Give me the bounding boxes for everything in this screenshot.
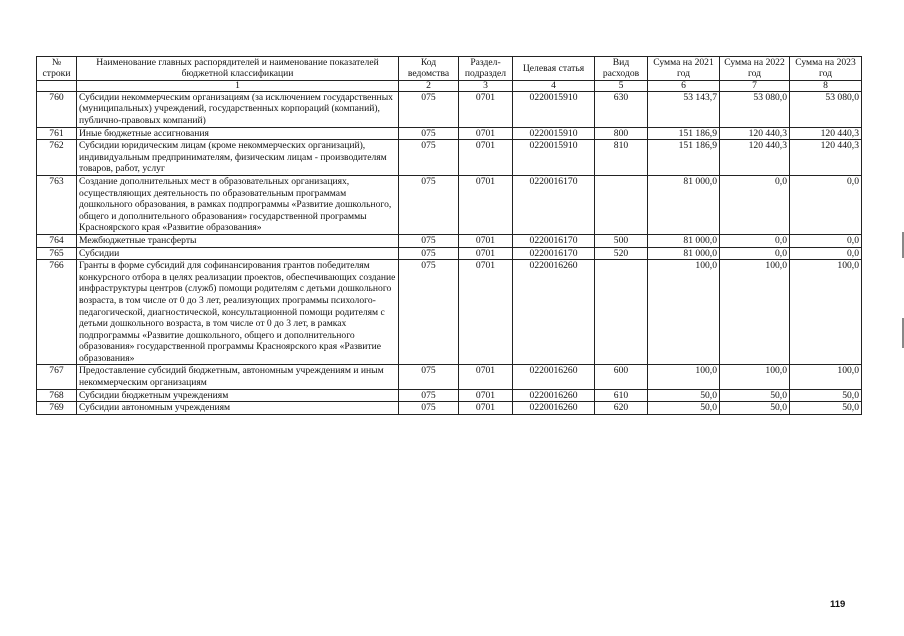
row-sum-2023: 120 440,3: [790, 140, 862, 176]
row-number: 764: [37, 234, 77, 247]
row-sum-2021: 50,0: [648, 389, 720, 402]
row-section: 0701: [459, 91, 513, 127]
row-name: Субсидии: [77, 247, 399, 260]
row-department-code: 075: [399, 175, 459, 234]
row-department-code: 075: [399, 389, 459, 402]
row-name: Субсидии юридическим лицам (кроме некоммерческих организаций), индивидуальным предпринимателям, физическим лицам - производителям товаров, работ, услуг: [77, 140, 399, 176]
header-sum-2021: Сумма на 2021 год: [648, 57, 720, 81]
column-number: 4: [513, 80, 595, 91]
row-expense-type: [595, 260, 648, 365]
row-department-code: 075: [399, 234, 459, 247]
row-expense-type: 620: [595, 402, 648, 415]
row-section: 0701: [459, 402, 513, 415]
row-sum-2023: 100,0: [790, 365, 862, 389]
row-sum-2022: 0,0: [720, 234, 790, 247]
header-row-number: № строки: [37, 57, 77, 81]
row-number: 761: [37, 127, 77, 140]
row-name: Субсидии некоммерческим организациям (за исключением государственных (муниципальных) учреждений, государственных корпораций (компаний), публично-правовых компаний): [77, 91, 399, 127]
row-expense-type: 600: [595, 365, 648, 389]
row-expense-type: 500: [595, 234, 648, 247]
table-row: [37, 127, 862, 140]
row-name: Создание дополнительных мест в образовательных организациях, осуществляющих деятельность по образовательным программам дошкольного образования, в рамках подпрограммы «Развитие дошкольного, общего и дополнительного образования» государственной программы Красноярского края «Развитие образования»: [77, 175, 399, 234]
column-number: 3: [459, 80, 513, 91]
table-row: [37, 175, 862, 234]
row-sum-2023: 120 440,3: [790, 127, 862, 140]
row-target-article: 0220016260: [513, 365, 595, 389]
row-sum-2022: 100,0: [720, 260, 790, 365]
row-sum-2023: 0,0: [790, 247, 862, 260]
row-sum-2021: 151 186,9: [648, 140, 720, 176]
column-number: [37, 80, 77, 91]
row-target-article: 0220016170: [513, 234, 595, 247]
row-sum-2021: 50,0: [648, 402, 720, 415]
row-sum-2022: 120 440,3: [720, 127, 790, 140]
row-name: Межбюджетные трансферты: [77, 234, 399, 247]
row-target-article: 0220016260: [513, 260, 595, 365]
row-department-code: 075: [399, 127, 459, 140]
row-sum-2022: 0,0: [720, 247, 790, 260]
budget-table: [36, 56, 862, 415]
row-expense-type: 520: [595, 247, 648, 260]
row-sum-2022: 53 080,0: [720, 91, 790, 127]
table-row: [37, 91, 862, 127]
row-expense-type: [595, 175, 648, 234]
row-name: Субсидии автономным учреждениям: [77, 402, 399, 415]
header-sum-2023: Сумма на 2023 год: [790, 57, 862, 81]
row-sum-2022: 50,0: [720, 402, 790, 415]
table-header-row: [37, 57, 862, 81]
row-number: 762: [37, 140, 77, 176]
row-target-article: 0220016170: [513, 247, 595, 260]
row-name: Гранты в форме субсидий для софинансирования грантов победителям конкурсного отбора в целях реализации проектов, обеспечивающих создание инфраструктуры центров (служб) помощи родителям с детьми дошкольного возраста, в том числе от 0 до 3 лет, реализующих программы психолого-педагогической, диагностической, консультационной помощи родителям с детьми дошкольного возраста, в том числе от 0 до 3 лет, в рамках подпрограммы «Развитие дошкольного, общего и дополнительного образования» государственной программы Красноярского края «Развитие образования»: [77, 260, 399, 365]
row-sum-2021: 81 000,0: [648, 247, 720, 260]
table-row: [37, 260, 862, 365]
row-number: 760: [37, 91, 77, 127]
row-expense-type: 810: [595, 140, 648, 176]
column-number: 1: [77, 80, 399, 91]
header-department-code: Код ведомства: [399, 57, 459, 81]
row-name: Иные бюджетные ассигнования: [77, 127, 399, 140]
row-expense-type: 800: [595, 127, 648, 140]
row-target-article: 0220015910: [513, 140, 595, 176]
row-number: 766: [37, 260, 77, 365]
header-target-article: Целевая статья: [513, 57, 595, 81]
row-department-code: 075: [399, 91, 459, 127]
table-row: [37, 389, 862, 402]
row-target-article: 0220015910: [513, 127, 595, 140]
row-target-article: 0220016260: [513, 402, 595, 415]
row-number: 768: [37, 389, 77, 402]
column-number: 2: [399, 80, 459, 91]
row-section: 0701: [459, 389, 513, 402]
row-number: 769: [37, 402, 77, 415]
row-section: 0701: [459, 260, 513, 365]
row-sum-2023: 50,0: [790, 402, 862, 415]
column-number-row: [37, 80, 862, 91]
row-target-article: 0220016170: [513, 175, 595, 234]
column-number: 7: [720, 80, 790, 91]
row-section: 0701: [459, 365, 513, 389]
row-name: Субсидии бюджетным учреждениям: [77, 389, 399, 402]
row-sum-2022: 0,0: [720, 175, 790, 234]
header-sum-2022: Сумма на 2022 год: [720, 57, 790, 81]
column-number: 6: [648, 80, 720, 91]
row-department-code: 075: [399, 402, 459, 415]
table-row: [37, 234, 862, 247]
row-sum-2021: 53 143,7: [648, 91, 720, 127]
row-sum-2022: 50,0: [720, 389, 790, 402]
row-name: Предоставление субсидий бюджетным, автономным учреждениям и иным некоммерческим организациям: [77, 365, 399, 389]
row-section: 0701: [459, 140, 513, 176]
row-target-article: 0220016260: [513, 389, 595, 402]
column-number: 8: [790, 80, 862, 91]
row-section: 0701: [459, 127, 513, 140]
page-number: 119: [830, 599, 846, 610]
row-number: 763: [37, 175, 77, 234]
row-department-code: 075: [399, 260, 459, 365]
row-sum-2022: 120 440,3: [720, 140, 790, 176]
row-section: 0701: [459, 234, 513, 247]
row-section: 0701: [459, 247, 513, 260]
table-row: [37, 247, 862, 260]
row-sum-2022: 100,0: [720, 365, 790, 389]
row-section: 0701: [459, 175, 513, 234]
row-sum-2021: 100,0: [648, 365, 720, 389]
header-expense-type: Вид расходов: [595, 57, 648, 81]
header-section: Раздел-подраздел: [459, 57, 513, 81]
row-sum-2023: 50,0: [790, 389, 862, 402]
row-sum-2023: 53 080,0: [790, 91, 862, 127]
row-sum-2021: 151 186,9: [648, 127, 720, 140]
row-target-article: 0220015910: [513, 91, 595, 127]
table-row: [37, 140, 862, 176]
table-row: [37, 365, 862, 389]
row-number: 767: [37, 365, 77, 389]
row-sum-2021: 81 000,0: [648, 175, 720, 234]
row-department-code: 075: [399, 365, 459, 389]
row-sum-2021: 81 000,0: [648, 234, 720, 247]
row-sum-2023: 0,0: [790, 175, 862, 234]
row-sum-2023: 0,0: [790, 234, 862, 247]
row-expense-type: 630: [595, 91, 648, 127]
column-number: 5: [595, 80, 648, 91]
row-department-code: 075: [399, 140, 459, 176]
table-row: [37, 402, 862, 415]
header-name: Наименование главных распорядителей и наименование показателей бюджетной классификации: [77, 57, 399, 81]
row-sum-2021: 100,0: [648, 260, 720, 365]
row-sum-2023: 100,0: [790, 260, 862, 365]
row-expense-type: 610: [595, 389, 648, 402]
row-number: 765: [37, 247, 77, 260]
row-department-code: 075: [399, 247, 459, 260]
